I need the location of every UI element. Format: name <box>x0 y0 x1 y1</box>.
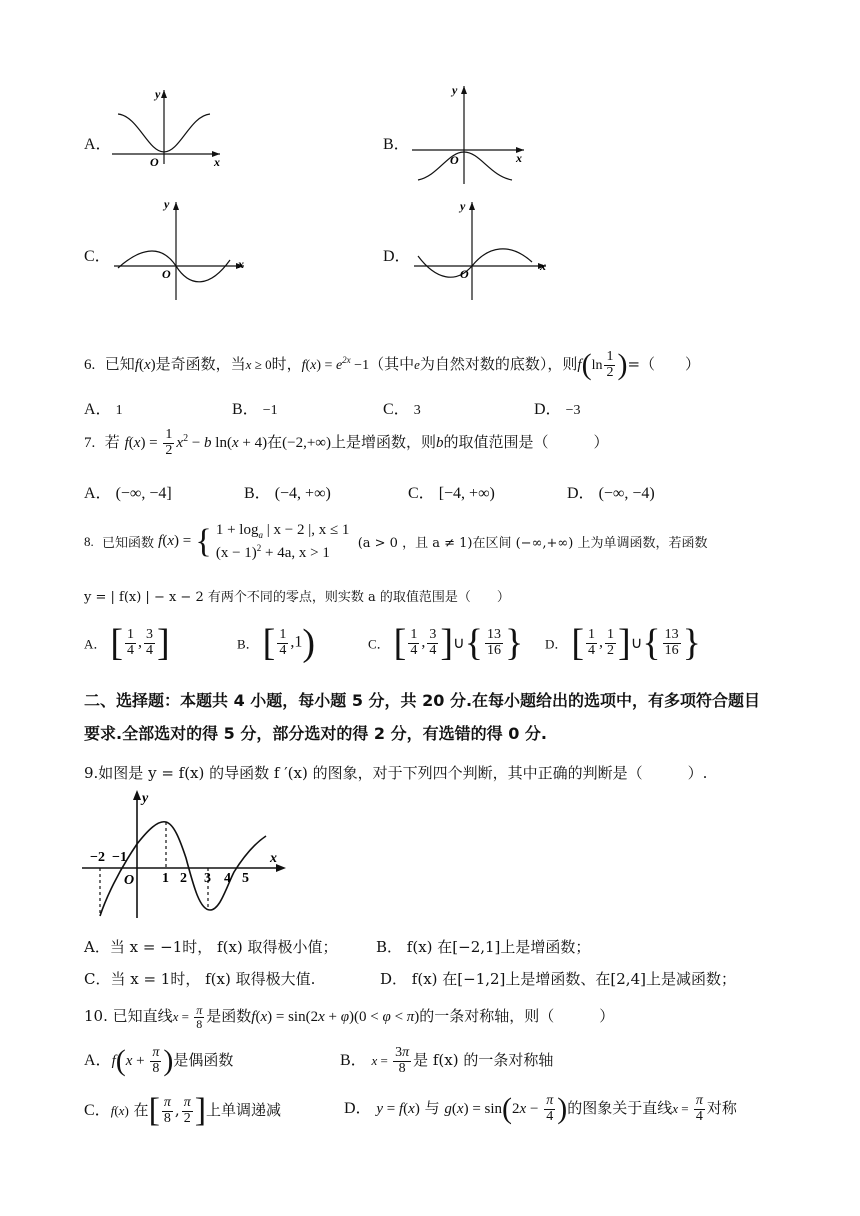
axis-y-label: y <box>155 87 161 101</box>
q5-option-a-label: A． <box>84 136 112 153</box>
q9-option-c: C．当 x = 1时， f(x) 取得极大值. <box>84 970 316 988</box>
section-2-heading-line-1: 二、选择题：本题共 4 小题，每小题 5 分，共 20 分.在每小题给出的选项中，有多项符合题目 <box>84 691 761 710</box>
q5-graph-a <box>108 86 226 166</box>
axis-x-label: x <box>270 851 277 866</box>
q5-graph-d <box>410 196 552 302</box>
q9-option-d: D． f(x) 在[−1,2]上是增函数、在[2,4]上是减函数； <box>380 970 736 988</box>
q5-option-c-label: C． <box>84 248 111 265</box>
q6-text-1: 已知 <box>104 355 135 374</box>
q6-number: 6. <box>84 357 96 374</box>
axis-y-label: y <box>452 83 458 97</box>
q10-option-a: A．f(x + $\frac{\pi}{8}$ )是偶函数 <box>84 1044 234 1078</box>
q5-option-b-label: B． <box>383 136 410 153</box>
q9-derivative-graph <box>82 788 292 924</box>
q9-option-b: B． f(x) 在[−2,1]上是增函数； <box>376 938 591 956</box>
tick-3: 3 <box>204 871 211 886</box>
q5-graph-b <box>408 80 530 188</box>
q5-option-d-label: D． <box>383 248 411 265</box>
q10-option-d: D． y = f(x) 与 g(x) = sin(2x − $\frac{\pi}{4}$ )的图象关于直线x = $\frac{\pi}{4}$ 对称 <box>344 1092 737 1126</box>
q6-text-6: =（ ） <box>627 355 701 374</box>
q8-option-b: B． [ $\frac{1}{4}$ ,1) <box>237 622 315 664</box>
q6-text-2: 是奇函数，当 <box>155 355 246 374</box>
question-9: 9.如图是 y = f(x) 的导函数 f ′(x) 的图象，对于下列四个判断，其中正确的判断是（ ）. <box>84 764 708 782</box>
q5-graph-c <box>110 196 250 302</box>
q8-option-d: D． [ $\frac{1}{4}$ , $\frac{1}{2}$ ]∪{ $\frac{13}{16}$ } <box>545 622 701 664</box>
axis-x-label: x <box>540 259 546 273</box>
question-8: 8. 已知函数 f(x) = { $1 + \log_a$ | x − 2 |, x ≤ 1 $(x - 1)^2 + 4a$, x > 1 (a > 0 ，且 a ≠ 1)在区间 (−∞,+∞) 上为单调函数，若函数 <box>84 522 708 561</box>
q8-option-c: C． [ $\frac{1}{4}$ , $\frac{3}{4}$ ]∪{ $\frac{13}{16}$ } <box>368 622 524 664</box>
question-7: 7. 若 f(x) = $\frac{1}{2}$ $x^2 - b$ ln(x + 4)在(−2,+∞)上是增函数，则b的取值范围是（ ） <box>84 427 609 458</box>
origin-label: O <box>460 267 469 281</box>
q6-option-d: D． −3 <box>534 401 581 418</box>
tick-2: 2 <box>180 871 187 886</box>
question-10: 10. 已知直线x = $\frac{\pi}{8}$ 是函数f(x) = sin(2x + φ)(0 < φ < π)的一条对称轴，则（ ） <box>84 1003 615 1031</box>
question-6: 6. 已知f(x)是奇函数，当x ≥ 0时，$f(x) = e^{2x} -1$（其中e为自然对数的底数），则f(ln $\frac{1}{2}$ )=（ ） <box>84 348 701 382</box>
q7-option-c: C． [−4, +∞) <box>408 485 495 502</box>
tick-neg2: −2 <box>90 850 105 865</box>
tick-neg1: −1 <box>112 850 127 865</box>
q6-text-4: （其中 <box>369 355 415 374</box>
q7-option-d: D． (−∞, −4) <box>567 485 655 502</box>
section-2-heading-line-2: 要求.全部选对的得 5 分，部分选对的得 2 分，有选错的得 0 分. <box>84 724 547 743</box>
q8-line-2: y = | f(x) | − x − 2 有两个不同的零点，则实数 a 的取值范围是（ ） <box>84 590 510 605</box>
axis-y-label: y <box>142 791 149 806</box>
tick-4: 4 <box>224 871 231 886</box>
q6-option-a: A． 1 <box>84 401 123 418</box>
q9-option-a: A．当 x = −1时， f(x) 取得极小值； <box>84 938 338 956</box>
q6-fx: f <box>134 357 139 374</box>
q10-option-b: B． x = $\frac{3\pi}{8}$ 是 f(x) 的一条对称轴 <box>340 1045 554 1076</box>
q6-option-b: B． −1 <box>232 401 278 418</box>
axis-y-label: y <box>460 199 466 213</box>
axis-x-label: x <box>214 155 220 166</box>
origin-label: O <box>450 153 459 167</box>
axis-x-label: x <box>238 257 244 271</box>
axis-y-label: y <box>164 197 170 211</box>
origin-label: O <box>162 267 171 281</box>
tick-1: 1 <box>162 871 169 886</box>
q8-option-a: A． [ $\frac{1}{4}$ , $\frac{3}{4}$ ] <box>84 622 170 664</box>
q6-text-3: 时， <box>271 355 302 374</box>
q7-option-b: B． (−4, +∞) <box>244 485 331 502</box>
q6-text-5: 为自然对数的底数），则 <box>419 355 578 374</box>
q7-option-a: A． (−∞, −4] <box>84 485 172 502</box>
tick-5: 5 <box>242 871 249 886</box>
q6-option-c: C． 3 <box>383 401 421 418</box>
q10-option-c: C．f(x) 在[ $\frac{\pi}{8}$ , $\frac{\pi}{2}$ ]上单调递减 <box>84 1092 282 1129</box>
axis-x-label: x <box>516 151 522 165</box>
origin-label: O <box>124 873 135 888</box>
origin-label: O <box>150 155 159 166</box>
